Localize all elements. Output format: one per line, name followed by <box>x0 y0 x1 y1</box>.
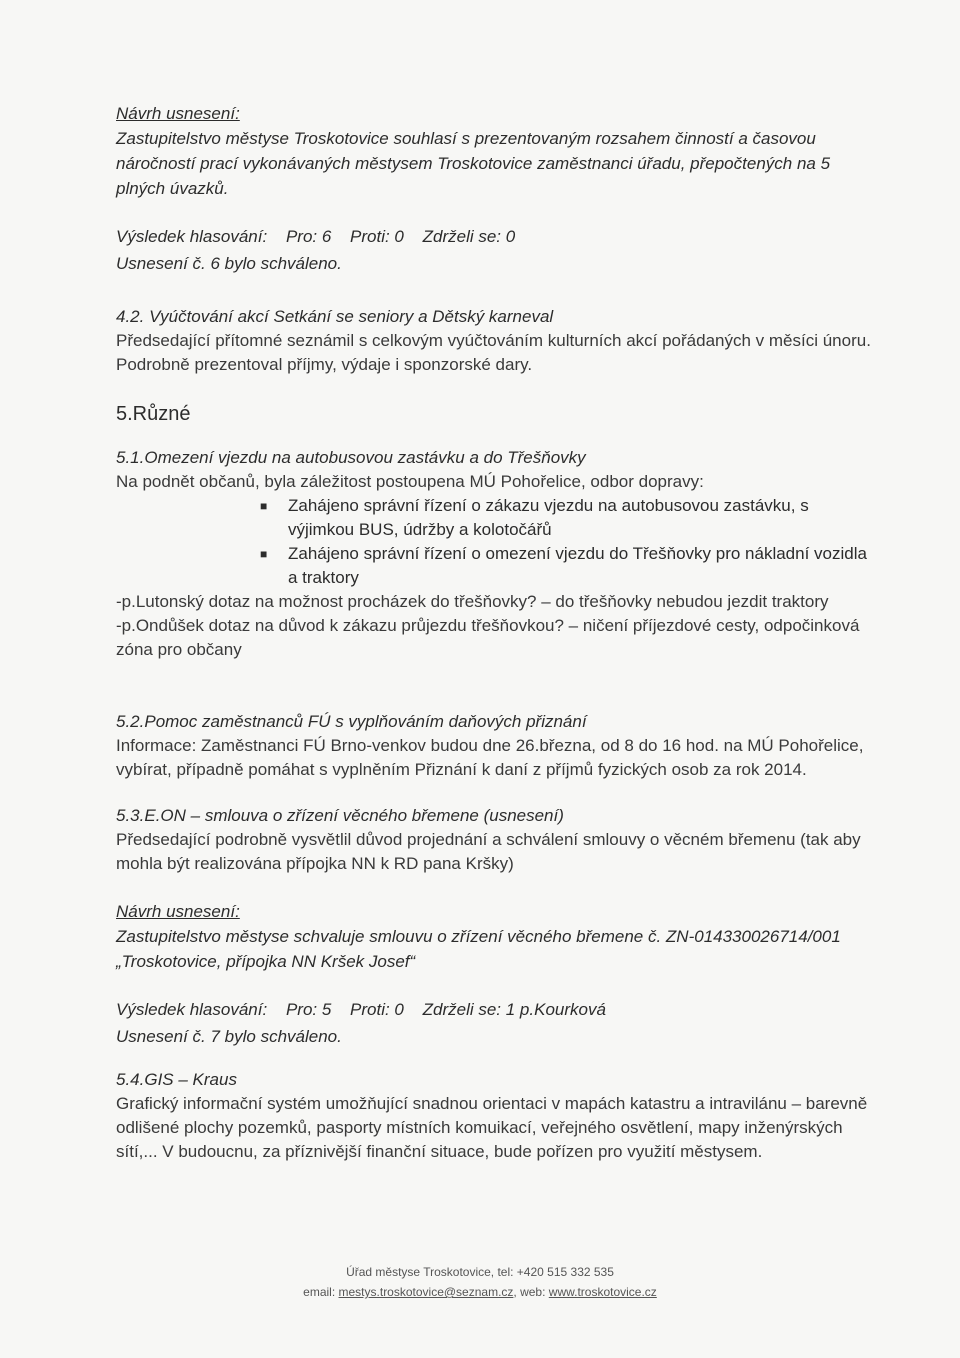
list-item: ■ Zahájeno správní řízení o zákazu vjezdu na autobusovou zastávku, s výjimkou BUS, údržby a kolotočářů <box>260 496 809 539</box>
vote-pro: Pro: 6 <box>285 227 332 246</box>
page-footer <box>0 1262 960 1302</box>
proposal-title: Návrh usnesení: <box>116 104 240 123</box>
section-title: 5.1.Omezení vjezdu na autobusovou zastávku a do Třešňovky <box>116 448 586 467</box>
section-title: 5.3.E.ON – smlouva o zřízení věcného břemene (usnesení) <box>116 806 564 825</box>
bullet-icon: ■ <box>260 547 268 561</box>
question-line: -p.Lutonský dotaz na možnost procházek do třešňovky? – do třešňovky nebudou jezdit traktory <box>116 592 829 611</box>
proposal-text: Zastupitelstvo městyse schvaluje smlouvu o zřízení věcného břemene č. ZN-014330026714/001 „Troskotovice, přípojka NN Kršek Josef“ <box>116 927 841 971</box>
vote-result-line <box>116 996 876 1023</box>
section-text: Předsedající podrobně vysvětlil důvod projednání a schválení smlouvy o věcném břemenu (tak aby mohla být realizována přípojka NN k RD pana Kršky) <box>116 830 861 873</box>
vote-zdrzeli: Zdrželi se: 1 p.Kourková <box>422 1000 606 1019</box>
section-title: 5.4.GIS – Kraus <box>116 1070 237 1089</box>
vote-label: Výsledek hlasování: <box>116 227 268 246</box>
footer-links: email: mestys.troskotovice@seznam.cz, web: www.troskotovice.cz <box>303 1285 657 1299</box>
vote-pro: Pro: 5 <box>285 1000 332 1019</box>
vote-proti: Proti: 0 <box>350 1000 404 1019</box>
bullet-icon: ■ <box>260 499 268 513</box>
website-link[interactable]: www.troskotovice.cz <box>548 1285 657 1299</box>
proposal-text: Zastupitelstvo městyse Troskotovice souhlasí s prezentovaným rozsahem činností a časovou náročností prací vykonávaných městysem Troskotovice zaměstnanci úřadu, přepočtených na 5 plných úvazků. <box>116 129 831 198</box>
section-title: 4.2. Vyúčtování akcí Setkání se seniory a Dětský karneval <box>116 307 554 326</box>
bullet-list <box>116 494 876 590</box>
vote-proti: Proti: 0 <box>350 227 404 246</box>
proposal-title: Návrh usnesení: <box>116 902 240 921</box>
section-text: Předsedající přítomné seznámil s celkovým vyúčtováním kulturních akcí pořádaných v měsíci únoru. Podrobně prezentoval příjmy, výdaje i sponzorské dary. <box>116 331 871 374</box>
footer-contact: Úřad městyse Troskotovice, tel: +420 515 332 535 <box>346 1265 614 1279</box>
vote-result-line <box>116 223 876 250</box>
question-line: -p.Ondůšek dotaz na důvod k zákazu průjezdu třešňovkou? – ničení příjezdové cesty, odpočinková zóna pro občany <box>116 616 860 659</box>
resolution-status: Usnesení č. 6 bylo schváleno. <box>116 254 342 273</box>
document-content <box>116 104 876 1164</box>
resolution-status: Usnesení č. 7 bylo schváleno. <box>116 1027 342 1046</box>
section-text: Grafický informační systém umožňující snadnou orientaci v mapách katastru a intravilánu – barevně odlišené plochy pozemků, pasporty místních komuikací, veřejného osvětlení, mapy inženýrských sítí,... V budoucnu, za příznivější finanční situace, bude pořízen pro využití městysem. <box>116 1094 868 1161</box>
list-item: ■ Zahájeno správní řízení o omezení vjezdu do Třešňovky pro nákladní vozidla a traktory <box>260 544 867 587</box>
email-link[interactable]: mestys.troskotovice@seznam.cz <box>338 1285 514 1299</box>
section-text: Informace: Zaměstnanci FÚ Brno-venkov budou dne 26.března, od 8 do 16 hod. na MÚ Pohořelice, vybírat, případně pomáhat s vyplněním Přiznání k daní z příjmů fyzických osob za rok 2014. <box>116 736 864 779</box>
vote-label: Výsledek hlasování: <box>116 1000 268 1019</box>
section-title: 5.2.Pomoc zaměstnanců FÚ s vyplňováním daňových přiznání <box>116 712 587 731</box>
section-heading: 5.Různé <box>116 403 191 425</box>
section-text: Na podnět občanů, byla záležitost postoupena MÚ Pohořelice, odbor dopravy: <box>116 472 704 491</box>
vote-zdrzeli: Zdrželi se: 0 <box>422 227 516 246</box>
